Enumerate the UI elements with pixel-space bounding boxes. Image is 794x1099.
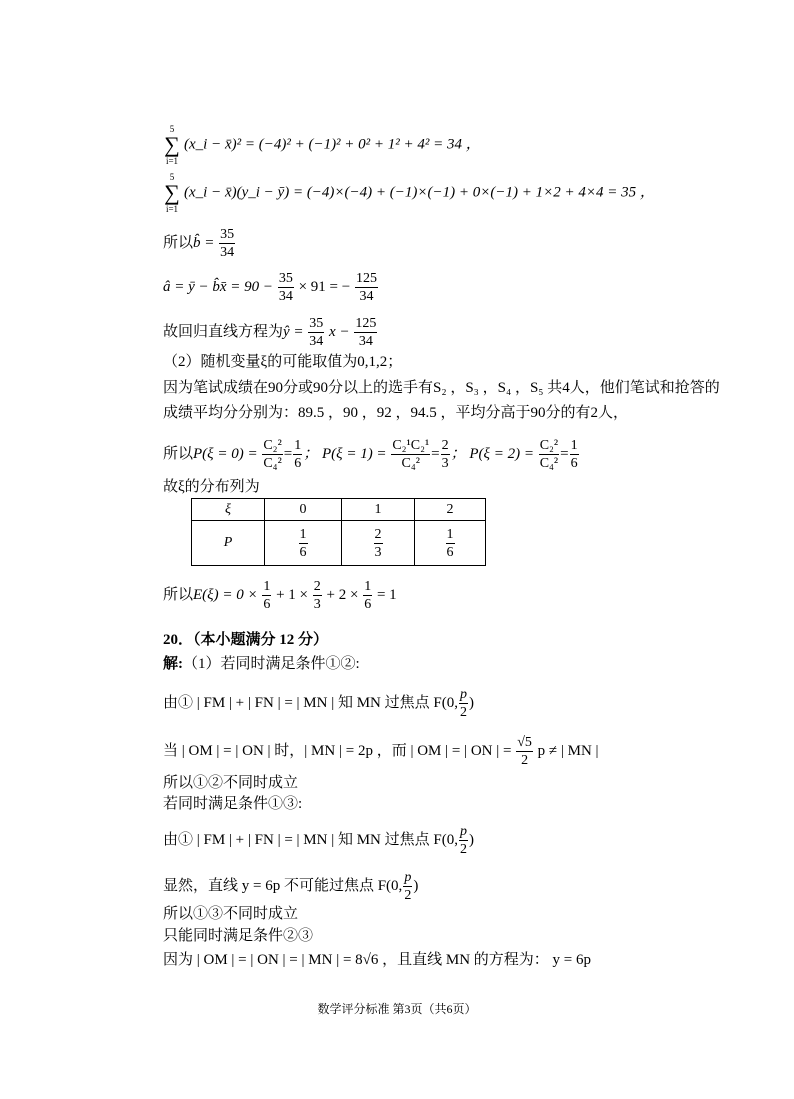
fraction: $\frac{125}{34}$ (355, 316, 377, 349)
fraction: $\frac{1}{6}$ (263, 579, 271, 612)
fraction: $\frac{p}{2}$ (459, 824, 467, 857)
fraction: $\frac{1}{6}$ (294, 438, 302, 471)
table-header-cell: ξ (192, 499, 265, 521)
sigma-symbol: 5 ∑ i=1 (164, 172, 180, 214)
sum-products-line: 5 ∑ i=1 (x_i − x̄)(y_i − ȳ) = (−4)×(−4) + (−1)×(−1) + 0×(−1) + 1×2 + 4×4 = 35 ， (164, 172, 655, 214)
focus-line: 由① | FM | + | FN | = | MN | 知 MN 过焦点 F(0, $\frac{p}{2}$ ) (163, 824, 474, 857)
fraction: $\frac{2}{3}$ (313, 579, 321, 612)
length-line: 当 | OM | = | ON | 时，| MN | = 2p ，而 | OM | = | ON | = $\frac{√5}{2}$ p ≠ | MN | (163, 735, 599, 768)
text-line: 因为 | OM | = | ON | = | MN | = 8√6 ，且直线 MN 的方程为： y = 6p (163, 952, 592, 968)
text-line: 所以①②不同时成立 (163, 775, 299, 791)
fraction: $\frac{2}{3}$ (441, 438, 449, 471)
solution-line: 解:（1）若同时满足条件①②: (163, 656, 360, 672)
probability-line: 所以P(ξ = 0) = $\frac{\text{C₂²}}{\text{C₄²}}$ = $\frac{1}{6}$ ； P(ξ = 1) = $\frac{\text{C₂¹C₂¹}}{\text{C₄²}}$ = $\frac{2}{3}$ ； P(ξ = 2) = $\frac{\text{C₂²}}{\text{C₄²}}$ = $\frac{1}{6}$ (163, 438, 578, 471)
fraction: $\frac{1}{6}$ (364, 579, 372, 612)
text-line: 成绩平均分分别为：89.5 ，90 ，92 ，94.5 ，平均分高于90分的有2人， (163, 405, 629, 421)
sum-squares-line: 5 ∑ i=1 (x_i − x̄)² = (−4)² + (−1)² + 0² + 1² + 4² = 34 ， (164, 124, 481, 166)
fraction: $\frac{p}{2}$ (404, 870, 412, 903)
b-hat-line: 所以b̂ = $\frac{35}{34}$ (163, 227, 235, 260)
fraction: $\frac{p}{2}$ (459, 687, 467, 720)
fraction: $\frac{\text{C₂²}}{\text{C₄²}}$ (539, 438, 559, 471)
focus-line: 显然，直线 y = 6p 不可能过焦点 F(0, $\frac{p}{2}$ ) (163, 870, 419, 903)
table-cell: $\frac{1}{6}$ (415, 521, 486, 566)
table-header-cell: 1 (342, 499, 415, 521)
fraction: $\frac{\text{C₂¹C₂¹}}{\text{C₄²}}$ (392, 438, 430, 471)
text-line: 所以①③不同时成立 (163, 906, 299, 922)
part2-heading: （2）随机变量ξ的可能取值为0,1,2； (163, 354, 403, 370)
text-line: 只能同时满足条件②③ (163, 928, 314, 944)
fraction: $\frac{\text{C₂²}}{\text{C₄²}}$ (263, 438, 282, 471)
page-footer: 数学评分标准 第3页（共6页） (317, 1002, 477, 1016)
regression-equation-line: 故回归直线方程为ŷ = $\frac{35}{34}$ x − $\frac{125}{34}$ (163, 316, 377, 349)
expectation-line: 所以E(ξ) = 0 × $\frac{1}{6}$ + 1 × $\frac{2}{3}$ + 2 × $\frac{1}{6}$ = 1 (163, 579, 397, 612)
fraction: $\frac{35}{34}$ (278, 271, 293, 304)
table-header-cell: 2 (415, 499, 486, 521)
text-line: 因为笔试成绩在90分或90分以上的选手有S₂ ，S₃ ，S₄ ，S₅ 共4人，他们笔试和抢答的 (163, 380, 720, 396)
fraction: $\frac{1}{6}$ (570, 438, 578, 471)
question-20-heading: 20．（本小题满分 12 分） (163, 632, 329, 648)
a-hat-line: â = ȳ − b̂x̄ = 90 − $\frac{35}{34}$ × 91 = − $\frac{125}{34}$ (163, 271, 377, 304)
sigma-symbol: 5 ∑ i=1 (164, 124, 180, 166)
fraction: $\frac{35}{34}$ (220, 227, 235, 260)
distribution-table (191, 498, 486, 566)
table-cell: $\frac{2}{3}$ (342, 521, 415, 566)
fraction: $\frac{√5}{2}$ (517, 735, 532, 768)
table-row-label: P (192, 521, 265, 566)
fraction: $\frac{35}{34}$ (309, 316, 324, 349)
focus-line: 由① | FM | + | FN | = | MN | 知 MN 过焦点 F(0, $\frac{p}{2}$ ) (163, 687, 474, 720)
table-cell: $\frac{1}{6}$ (265, 521, 342, 566)
text-line: 若同时满足条件①③: (163, 796, 303, 812)
table-header-cell: 0 (265, 499, 342, 521)
fraction: $\frac{125}{34}$ (355, 271, 377, 304)
distribution-heading: 故ξ的分布列为 (163, 479, 260, 495)
